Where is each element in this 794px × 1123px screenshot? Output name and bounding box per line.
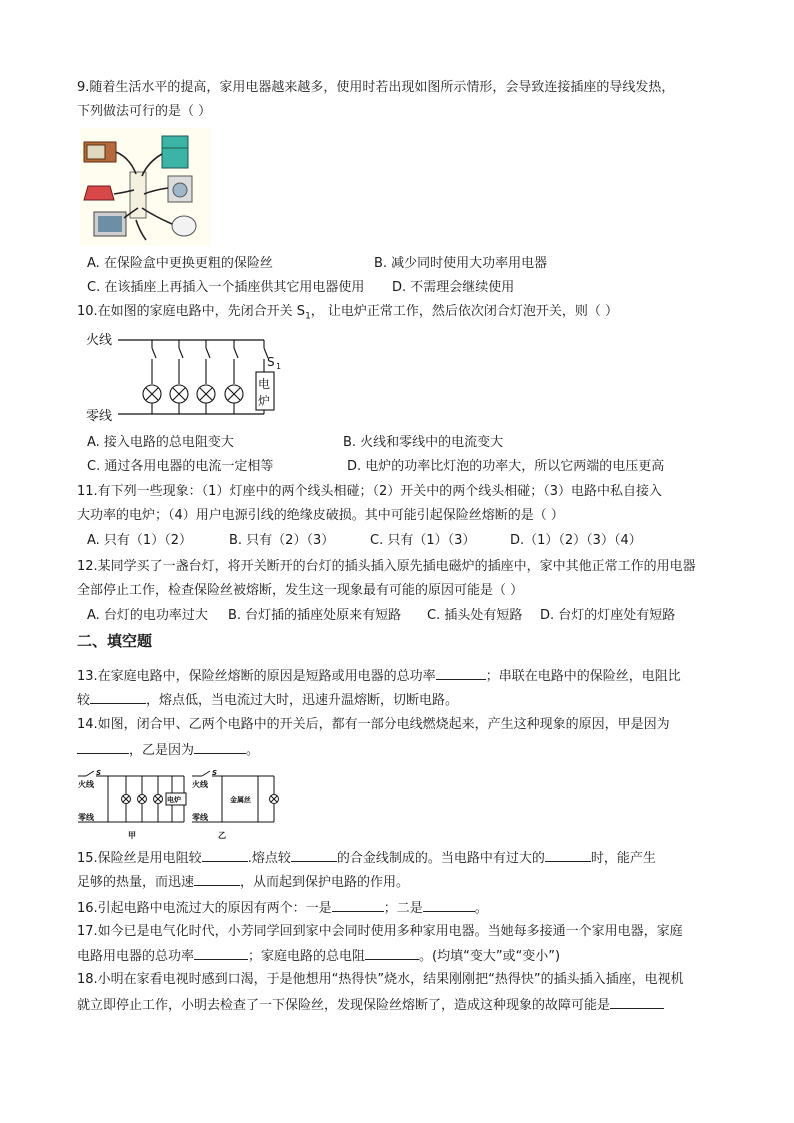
q11-option-a: A. 只有（1）（2） [87,533,192,548]
q13-text-b: ；串联在电路中的保险丝，电阻比 [485,669,681,684]
q16-text-a: 16.引起电路中电流过大的原因有两个：一是 [77,901,332,916]
q11-option-b: B. 只有（2）（3） [229,533,335,548]
q17-blank-2[interactable] [365,946,419,960]
q10-neutral-label: 零线 [86,409,113,424]
q17-text-c: 。(均填“变大”或“变小”) [419,949,561,964]
q16-text-b: ；二是 [383,901,423,916]
q16-line [77,898,488,919]
q14-circuit-figure [78,766,288,842]
q18-line1: 18.小明在家看电视时感到口渴，于是他想用“热得快”烧水，结果刚刚把“热得快”的插头插入插座，电视机 [77,972,684,987]
q10-stem-sub: 1 [305,311,311,322]
q14-jia-caption: 甲 [128,831,136,840]
q12-option-b: B. 台灯插的插座处原来有短路 [228,608,402,623]
q13-text-d: ，熔点低，当电流过大时，迅速升温熔断，切断电路。 [146,693,459,708]
q14-heater-label: 电炉 [167,796,181,804]
q14-text-c: 。 [246,743,260,758]
q16-blank-1[interactable] [332,898,384,912]
q9-option-a: A. 在保险盒中更换更粗的保险丝 [87,256,273,271]
q15-text-e: 足够的热量，而迅速 [77,875,195,890]
q18-line2 [77,995,664,1016]
q15-blank-4[interactable] [194,872,240,886]
q9-overloaded-socket-figure [80,128,210,246]
q11-option-d: D.（1）（2）（3）（4） [510,533,642,548]
q12-stem-line2: 全部停止工作，检查保险丝被熔断，发生这一现象最有可能的原因可能是（ ） [77,583,524,598]
q12-option-a: A. 台灯的电功率过大 [87,608,208,623]
q10-circuit-diagram [86,328,286,428]
q10-option-d: D. 电炉的功率比灯泡的功率大，所以它两端的电压更高 [347,459,665,474]
q9-option-b: B. 减少同时使用大功率用电器 [374,256,548,271]
q18-text-a: 就立即停止工作，小明去检查了一下保险丝，发现保险丝熔断了，造成这种现象的故障可能是 [77,998,611,1013]
q13-line1 [77,666,681,687]
q15-blank-1[interactable] [202,848,248,862]
q17-blank-1[interactable] [194,946,248,960]
q14-metal-wire-label: 金属丝 [230,796,251,804]
q13-text-a: 13.在家庭电路中，保险丝熔断的原因是短路或用电器的总功率 [77,669,436,684]
q15-blank-3[interactable] [545,848,591,862]
q14-yi-caption: 乙 [218,831,226,840]
q10-option-a: A. 接入电路的总电阻变大 [87,435,234,450]
q10-switch-sub: 1 [276,362,282,371]
q10-option-b: B. 火线和零线中的电流变大 [343,435,504,450]
q13-line2 [77,690,458,711]
q14-jia-switch-label: S [96,769,102,777]
q12-option-c: C. 插头处有短路 [427,608,523,623]
q10-stem [77,302,618,327]
q11-stem-line2: 大功率的电炉；（4）用户电源引线的绝缘皮破损。其中可能引起保险丝熔断的是（ ） [77,508,564,523]
q15-blank-2[interactable] [291,848,337,862]
q12-stem-line1: 12.某同学买了一盏台灯，将开关断开的台灯的插头插入原先插电磁炉的插座中，家中其他正常工作的用电器 [77,559,696,574]
q15-line2 [77,872,409,893]
q15-text-c: 的合金线制成的。当电路中有过大的 [336,851,545,866]
q14-yi-neutral-label: 零线 [192,813,208,822]
q10-switch-label: S [267,355,275,369]
section-fill-in-blank-heading: 二、填空题 [77,632,153,650]
q14-jia-live-label: 火线 [78,780,94,789]
q10-heater-label-2: 炉 [258,394,271,408]
q10-heater-label-1: 电 [258,377,271,391]
q9-stem-line2: 下列做法可行的是（ ） [77,104,212,119]
q14-blank-1[interactable] [77,740,129,754]
q16-blank-2[interactable] [423,898,475,912]
q10-stem-text-b: ， 让电炉正常工作，然后依次闭合灯泡开关，则（ ） [310,304,619,319]
q12-option-d: D. 台灯的灯座处有短路 [540,608,676,623]
q17-line1: 17.如今已是电气化时代，小芳同学回到家中会同时使用多种家用电器。当她每多接通一个家用电器，家庭 [77,924,683,939]
q10-stem-text: 10.在如图的家庭电路中，先闭合开关 S [77,304,306,319]
q13-text-c: 较 [77,693,91,708]
q18-blank-1[interactable] [610,995,664,1009]
q16-text-c: 。 [474,901,488,916]
q17-text-b: ；家庭电路的总电阻 [248,949,366,964]
q13-blank-1[interactable] [436,666,486,680]
q9-option-c: C. 在该插座上再插入一个插座供其它用电器使用 [87,280,365,295]
q15-text-f: ，从而起到保护电路的作用。 [240,875,410,890]
q14-line1: 14.如图，闭合甲、乙两个电路中的开关后，都有一部分电线燃烧起来，产生这种现象的原因，甲是因为 [77,717,670,732]
q14-yi-live-label: 火线 [192,780,208,789]
q11-stem-line1: 11.有下列一些现象：（1）灯座中的两个线头相碰；（2）开关中的两个线头相碰；（3）电路中私自接入 [77,484,662,499]
q14-text-b: ，乙是因为 [129,743,195,758]
q13-blank-2[interactable] [90,690,146,704]
q10-option-c: C. 通过各用电器的电流一定相等 [87,459,274,474]
q14-line2 [77,740,259,761]
q15-text-b: .熔点较 [247,851,291,866]
q9-option-d: D. 不需理会继续使用 [392,280,515,295]
q11-option-c: C. 只有（1）（3） [370,533,476,548]
q14-blank-2[interactable] [194,740,246,754]
q15-line1 [77,848,656,869]
q9-stem-line1: 9.随着生活水平的提高，家用电器越来越多，使用时若出现如图所示情形，会导致连接插座的导线发热， [77,80,675,95]
q15-text-a: 15.保险丝是用电阻较 [77,851,202,866]
q15-text-d: 时，能产生 [590,851,656,866]
q17-line2 [77,946,560,967]
q10-live-label: 火线 [86,333,113,348]
q14-jia-neutral-label: 零线 [78,813,94,822]
q17-text-a: 电路用电器的总功率 [77,949,195,964]
q14-yi-switch-label: S [212,769,218,777]
